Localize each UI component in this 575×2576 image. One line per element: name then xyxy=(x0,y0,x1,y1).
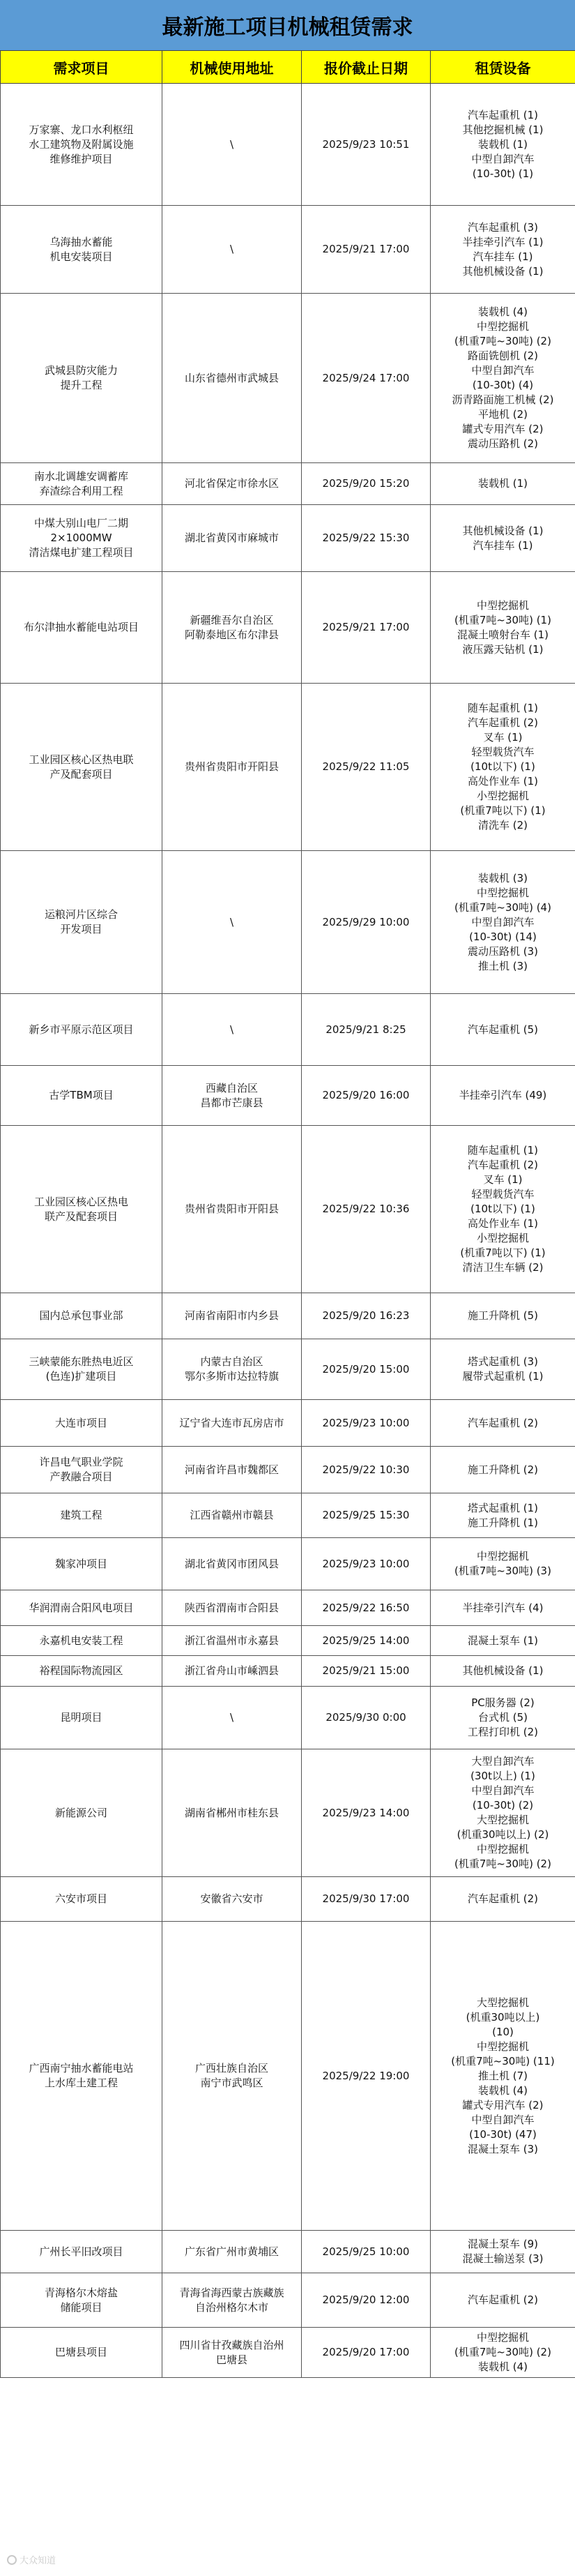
table-row xyxy=(1,1493,575,1538)
project-cell: 裕程国际物流园区 xyxy=(1,1656,162,1687)
project-cell: 广州长平旧改项目 xyxy=(1,2231,162,2273)
equipment-cell: 汽车起重机 (2) xyxy=(431,1400,575,1447)
project-cell: 华润渭南合阳风电项目 xyxy=(1,1590,162,1626)
deadline-cell: 2025/9/20 15:00 xyxy=(302,1339,431,1400)
table-row xyxy=(1,463,575,505)
deadline-cell: 2025/9/21 8:25 xyxy=(302,994,431,1066)
deadline-cell: 2025/9/22 11:05 xyxy=(302,684,431,851)
project-cell: 中煤大别山电厂二期 2×1000MW 清洁煤电扩建工程项目 xyxy=(1,505,162,572)
table-row xyxy=(1,1066,575,1126)
project-cell: 万家寨、龙口水利枢纽 水工建筑物及附属设施 维修维护项目 xyxy=(1,84,162,206)
table-row xyxy=(1,1126,575,1293)
project-cell: 六安市项目 xyxy=(1,1877,162,1922)
project-cell: 广西南宁抽水蓄能电站 上水库土建工程 xyxy=(1,1922,162,2231)
address-cell: 贵州省贵阳市开阳县 xyxy=(162,684,302,851)
equipment-cell: 大型自卸汽车 (30t以上) (1) 中型自卸汽车 (10-30t) (2) 大型挖掘机 (机重30吨以上) (2) 中型挖掘机 (机重7吨~30吨) (2) xyxy=(431,1749,575,1877)
project-cell: 建筑工程 xyxy=(1,1493,162,1538)
project-cell: 巴塘县项目 xyxy=(1,2328,162,2378)
address-cell: 河北省保定市徐水区 xyxy=(162,463,302,505)
header-equipment: 租赁设备 xyxy=(431,51,575,84)
table-row xyxy=(1,684,575,851)
deadline-cell: 2025/9/20 15:20 xyxy=(302,463,431,505)
deadline-cell: 2025/9/24 17:00 xyxy=(302,294,431,463)
deadline-cell: 2025/9/22 15:30 xyxy=(302,505,431,572)
address-cell: 江西省赣州市赣县 xyxy=(162,1493,302,1538)
deadline-cell: 2025/9/20 16:00 xyxy=(302,1066,431,1126)
project-cell: 新能源公司 xyxy=(1,1749,162,1877)
equipment-cell: 中型挖掘机 (机重7吨~30吨) (3) xyxy=(431,1538,575,1590)
watermark-icon xyxy=(7,2555,17,2565)
rental-table xyxy=(0,50,575,2378)
project-cell: 三峡蒙能东胜热电近区 (色连)扩建项目 xyxy=(1,1339,162,1400)
project-cell: 运粮河片区综合 开发项目 xyxy=(1,851,162,994)
project-cell: 大连市项目 xyxy=(1,1400,162,1447)
watermark-text: 大众知道 xyxy=(20,2556,56,2566)
table-row xyxy=(1,1538,575,1590)
project-cell: 永嘉机电安装工程 xyxy=(1,1626,162,1656)
table-row xyxy=(1,2273,575,2328)
table-row xyxy=(1,206,575,294)
deadline-cell: 2025/9/20 12:00 xyxy=(302,2273,431,2328)
equipment-cell: 随车起重机 (1) 汽车起重机 (2) 叉车 (1) 轻型载货汽车 (10t以下) (1) 高处作业车 (1) 小型挖掘机 (机重7吨以下) (1) 清洗车 (2) xyxy=(431,684,575,851)
equipment-cell: 汽车起重机 (5) xyxy=(431,994,575,1066)
address-cell: \ xyxy=(162,994,302,1066)
equipment-cell: 大型挖掘机 (机重30吨以上) (10) 中型挖掘机 (机重7吨~30吨) (11) 推土机 (7) 装载机 (4) 罐式专用汽车 (2) 中型自卸汽车 (10-30t) (47) 混凝土泵车 (3) xyxy=(431,1922,575,2231)
header-project: 需求项目 xyxy=(1,51,162,84)
equipment-cell: 汽车起重机 (1) 其他挖掘机械 (1) 装载机 (1) 中型自卸汽车 (10-30t) (1) xyxy=(431,84,575,206)
deadline-cell: 2025/9/22 10:36 xyxy=(302,1126,431,1293)
address-cell: \ xyxy=(162,206,302,294)
header-row xyxy=(1,51,575,84)
table-row xyxy=(1,1922,575,2231)
deadline-cell: 2025/9/23 10:51 xyxy=(302,84,431,206)
deadline-cell: 2025/9/25 15:30 xyxy=(302,1493,431,1538)
deadline-cell: 2025/9/20 16:23 xyxy=(302,1293,431,1339)
project-cell: 南水北调雄安调蓄库 弃渣综合利用工程 xyxy=(1,463,162,505)
table-row xyxy=(1,1656,575,1687)
deadline-cell: 2025/9/21 17:00 xyxy=(302,206,431,294)
table-row xyxy=(1,2231,575,2273)
equipment-cell: 随车起重机 (1) 汽车起重机 (2) 叉车 (1) 轻型载货汽车 (10t以下) (1) 高处作业车 (1) 小型挖掘机 (机重7吨以下) (1) 清洁卫生车辆 (2) xyxy=(431,1126,575,1293)
table-row xyxy=(1,505,575,572)
address-cell: 西藏自治区 昌都市芒康县 xyxy=(162,1066,302,1126)
address-cell: 湖北省黄冈市麻城市 xyxy=(162,505,302,572)
address-cell: 贵州省贵阳市开阳县 xyxy=(162,1126,302,1293)
address-cell: 内蒙古自治区 鄂尔多斯市达拉特旗 xyxy=(162,1339,302,1400)
deadline-cell: 2025/9/23 10:00 xyxy=(302,1400,431,1447)
deadline-cell: 2025/9/21 15:00 xyxy=(302,1656,431,1687)
address-cell: 湖北省黄冈市团风县 xyxy=(162,1538,302,1590)
equipment-cell: 混凝土泵车 (9) 混凝土输送泵 (3) xyxy=(431,2231,575,2273)
project-cell: 青海格尔木熔盐 储能项目 xyxy=(1,2273,162,2328)
table-row xyxy=(1,572,575,684)
table-row xyxy=(1,1877,575,1922)
deadline-cell: 2025/9/25 14:00 xyxy=(302,1626,431,1656)
table-row xyxy=(1,994,575,1066)
table-row xyxy=(1,1749,575,1877)
deadline-cell: 2025/9/30 17:00 xyxy=(302,1877,431,1922)
address-cell: 四川省甘孜藏族自治州 巴塘县 xyxy=(162,2328,302,2378)
project-cell: 许昌电气职业学院 产教融合项目 xyxy=(1,1447,162,1493)
equipment-cell: 汽车起重机 (3) 半挂牵引汽车 (1) 汽车挂车 (1) 其他机械设备 (1) xyxy=(431,206,575,294)
project-cell: 乌海抽水蓄能 机电安装项目 xyxy=(1,206,162,294)
deadline-cell: 2025/9/22 16:50 xyxy=(302,1590,431,1626)
equipment-cell: 其他机械设备 (1) xyxy=(431,1656,575,1687)
equipment-cell: 装载机 (3) 中型挖掘机 (机重7吨~30吨) (4) 中型自卸汽车 (10-30t) (14) 震动压路机 (3) 推土机 (3) xyxy=(431,851,575,994)
address-cell: 河南省许昌市魏都区 xyxy=(162,1447,302,1493)
equipment-cell: 施工升降机 (5) xyxy=(431,1293,575,1339)
table-row xyxy=(1,1687,575,1749)
equipment-cell: 塔式起重机 (1) 施工升降机 (1) xyxy=(431,1493,575,1538)
table-row xyxy=(1,1400,575,1447)
address-cell: \ xyxy=(162,851,302,994)
deadline-cell: 2025/9/21 17:00 xyxy=(302,572,431,684)
project-cell: 布尔津抽水蓄能电站项目 xyxy=(1,572,162,684)
table-row xyxy=(1,1626,575,1656)
address-cell: 陕西省渭南市合阳县 xyxy=(162,1590,302,1626)
table-row xyxy=(1,851,575,994)
address-cell: \ xyxy=(162,84,302,206)
equipment-cell: 中型挖掘机 (机重7吨~30吨) (1) 混凝土喷射台车 (1) 液压露天钻机 (1) xyxy=(431,572,575,684)
table-row xyxy=(1,84,575,206)
table-row xyxy=(1,2328,575,2378)
equipment-cell: 半挂牵引汽车 (4) xyxy=(431,1590,575,1626)
equipment-cell: 混凝土泵车 (1) xyxy=(431,1626,575,1656)
header-deadline: 报价截止日期 xyxy=(302,51,431,84)
address-cell: 湖南省郴州市桂东县 xyxy=(162,1749,302,1877)
project-cell: 昆明项目 xyxy=(1,1687,162,1749)
header-address: 机械使用地址 xyxy=(162,51,302,84)
project-cell: 古学TBM项目 xyxy=(1,1066,162,1126)
table-body xyxy=(1,84,575,2378)
equipment-cell: 施工升降机 (2) xyxy=(431,1447,575,1493)
table-row xyxy=(1,1590,575,1626)
equipment-cell: PC服务器 (2) 台式机 (5) 工程打印机 (2) xyxy=(431,1687,575,1749)
table-row xyxy=(1,1447,575,1493)
deadline-cell: 2025/9/23 10:00 xyxy=(302,1538,431,1590)
deadline-cell: 2025/9/25 10:00 xyxy=(302,2231,431,2273)
equipment-cell: 装载机 (4) 中型挖掘机 (机重7吨~30吨) (2) 路面铣刨机 (2) 中型自卸汽车 (10-30t) (4) 沥青路面施工机械 (2) 平地机 (2) 罐式专用汽车 (2) 震动压路机 (2) xyxy=(431,294,575,463)
project-cell: 工业园区核心区热电联 产及配套项目 xyxy=(1,684,162,851)
address-cell: 广西壮族自治区 南宁市武鸣区 xyxy=(162,1922,302,2231)
deadline-cell: 2025/9/22 10:30 xyxy=(302,1447,431,1493)
equipment-cell: 塔式起重机 (3) 履带式起重机 (1) xyxy=(431,1339,575,1400)
deadline-cell: 2025/9/29 10:00 xyxy=(302,851,431,994)
equipment-cell: 半挂牵引汽车 (49) xyxy=(431,1066,575,1126)
address-cell: 安徽省六安市 xyxy=(162,1877,302,1922)
address-cell: \ xyxy=(162,1687,302,1749)
page-title: 最新施工项目机械租赁需求 xyxy=(0,0,575,50)
project-cell: 武城县防灾能力 提升工程 xyxy=(1,294,162,463)
address-cell: 山东省德州市武城县 xyxy=(162,294,302,463)
address-cell: 新疆维吾尔自治区 阿勒泰地区布尔津县 xyxy=(162,572,302,684)
equipment-cell: 汽车起重机 (2) xyxy=(431,2273,575,2328)
equipment-cell: 中型挖掘机 (机重7吨~30吨) (2) 装载机 (4) xyxy=(431,2328,575,2378)
table-row xyxy=(1,1293,575,1339)
deadline-cell: 2025/9/20 17:00 xyxy=(302,2328,431,2378)
address-cell: 青海省海西蒙古族藏族 自治州格尔木市 xyxy=(162,2273,302,2328)
project-cell: 新乡市平原示范区项目 xyxy=(1,994,162,1066)
address-cell: 河南省南阳市内乡县 xyxy=(162,1293,302,1339)
equipment-cell: 其他机械设备 (1) 汽车挂车 (1) xyxy=(431,505,575,572)
watermark xyxy=(7,2553,56,2566)
address-cell: 浙江省温州市永嘉县 xyxy=(162,1626,302,1656)
table-row xyxy=(1,294,575,463)
deadline-cell: 2025/9/22 19:00 xyxy=(302,1922,431,2231)
address-cell: 浙江省舟山市嵊泗县 xyxy=(162,1656,302,1687)
project-cell: 工业园区核心区热电 联产及配套项目 xyxy=(1,1126,162,1293)
table-row xyxy=(1,1339,575,1400)
deadline-cell: 2025/9/23 14:00 xyxy=(302,1749,431,1877)
address-cell: 辽宁省大连市瓦房店市 xyxy=(162,1400,302,1447)
deadline-cell: 2025/9/30 0:00 xyxy=(302,1687,431,1749)
project-cell: 国内总承包事业部 xyxy=(1,1293,162,1339)
address-cell: 广东省广州市黄埔区 xyxy=(162,2231,302,2273)
equipment-cell: 装载机 (1) xyxy=(431,463,575,505)
project-cell: 魏家冲项目 xyxy=(1,1538,162,1590)
equipment-cell: 汽车起重机 (2) xyxy=(431,1877,575,1922)
